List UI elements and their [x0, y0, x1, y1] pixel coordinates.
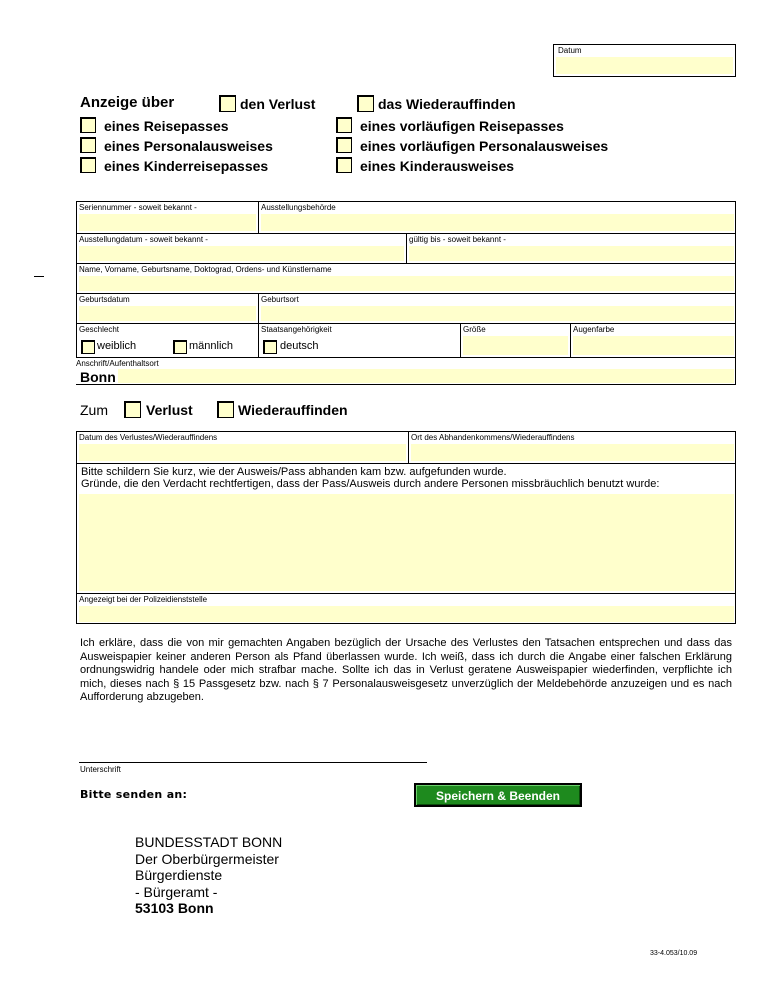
augenfarbe-label: Augenfarbe: [573, 325, 615, 334]
deutsch-label: deutsch: [280, 340, 319, 352]
kinderreisepass-label: eines Kinderreisepasses: [104, 158, 269, 174]
anschrift-label: Anschrift/Aufenthaltsort: [76, 359, 159, 368]
save-and-exit-button[interactable]: Speichern & Beenden: [414, 783, 582, 807]
personalausweis-label: eines Personalausweises: [104, 138, 273, 154]
zum-wiederauffinden-checkbox[interactable]: [217, 401, 234, 418]
anzeige-title: Anzeige über: [80, 94, 175, 111]
ausstellungsbehoerde-input[interactable]: [261, 214, 734, 231]
groesse-label: Größe: [463, 325, 486, 334]
gueltig-bis-label: gültig bis - soweit bekannt -: [409, 235, 506, 244]
seriennummer-input[interactable]: [79, 214, 256, 231]
anschrift-input[interactable]: [118, 369, 734, 383]
verlust-checkbox[interactable]: [219, 95, 236, 112]
verlust-ort-input[interactable]: [411, 444, 734, 461]
augenfarbe-input[interactable]: [573, 336, 734, 355]
vorl-personalausweis-label: eines vorläufigen Personalausweises: [360, 138, 609, 154]
name-input[interactable]: [79, 276, 734, 291]
event-grid: [76, 431, 736, 624]
address-line-3: Bürgerdienste: [135, 867, 223, 883]
signature-label: Unterschrift: [80, 765, 121, 774]
zum-verlust-label: Verlust: [146, 402, 193, 418]
kinderausweis-checkbox[interactable]: [336, 157, 352, 173]
geburtsort-label: Geburtsort: [261, 295, 299, 304]
address-block: [135, 834, 282, 917]
gueltig-bis-input[interactable]: [409, 246, 734, 261]
geburtsort-input[interactable]: [261, 306, 734, 321]
form-number: 33-4.053/10.09: [650, 950, 698, 957]
ausstellungsdatum-label: Ausstellungdatum - soweit bekannt -: [79, 235, 208, 244]
vorl-reisepass-checkbox[interactable]: [336, 117, 352, 133]
verlust-ort-label: Ort des Abhandenkommens/Wiederauffindens: [411, 433, 575, 442]
vorl-reisepass-label: eines vorläufigen Reisepasses: [360, 118, 564, 134]
polizei-label: Angezeigt bei der Polizeidienststelle: [79, 595, 208, 604]
ausstellungsdatum-input[interactable]: [79, 246, 404, 261]
maennlich-checkbox[interactable]: [173, 340, 187, 354]
verlust-datum-input[interactable]: [79, 444, 406, 461]
polizei-input[interactable]: [79, 606, 734, 622]
reisepass-checkbox[interactable]: [80, 117, 96, 133]
personalausweis-checkbox[interactable]: [80, 137, 96, 153]
kinderreisepass-checkbox[interactable]: [80, 157, 96, 173]
wiederauffinden-checkbox[interactable]: [357, 95, 374, 112]
address-line-5: 53103 Bonn: [135, 900, 214, 916]
vorl-personalausweis-checkbox[interactable]: [336, 137, 352, 153]
wiederauffinden-label: das Wiederauffinden: [378, 96, 516, 112]
margin-mark: [34, 276, 44, 277]
zum-wiederauffinden-label: Wiederauffinden: [238, 402, 348, 418]
address-line-1: BUNDESSTADT BONN: [135, 834, 283, 850]
bonn-label: Bonn: [80, 369, 116, 385]
zum-label: Zum: [80, 402, 108, 418]
description-text: [81, 466, 659, 490]
description-line-1: Bitte schildern Sie kurz, wie der Ausweis/Pass abhanden kam bzw. aufgefunden wurde.: [81, 466, 507, 478]
send-to-label: Bitte senden an:: [80, 788, 188, 801]
address-line-4: - Bürgeramt -: [135, 883, 218, 900]
description-input[interactable]: [79, 494, 734, 591]
kinderausweis-label: eines Kinderausweises: [360, 158, 515, 174]
datum-label: Datum: [558, 46, 582, 55]
weiblich-checkbox[interactable]: [81, 340, 95, 354]
weiblich-label: weiblich: [97, 340, 137, 352]
ausstellungsbehoerde-label: Ausstellungsbehörde: [261, 203, 336, 212]
deutsch-checkbox[interactable]: [263, 340, 277, 354]
declaration-text: Ich erkläre, dass die von mir gemachten Angaben bezüglich der Ursache des Verlustes den Tatsachen entsprechen und dass das Ausweispapier keiner anderen Person als Pfand überlassen wurde. Ich weiß, dass ich durch die Angabe einer falschen Erklärung ordnungswidrig handele oder mich strafbar mache. Sollte ich das in Verlust geratene Ausweispapier wiederfinden, verpflichte ich mich, dieses nach § 15 Passgesetz bzw. nach § 7 Personalausweisgesetz unverzüglich der Meldebehörde anzuzeigen und es nach Aufforderung abzugeben.: [80, 637, 732, 704]
geburtsdatum-input[interactable]: [79, 306, 256, 321]
groesse-input[interactable]: [463, 336, 568, 355]
description-line-2: Gründe, die den Verdacht rechtfertigen, dass der Pass/Ausweis durch andere Personen missbräuchlich benutzt wurde:: [81, 478, 660, 490]
datum-box: [553, 44, 736, 77]
zum-verlust-checkbox[interactable]: [124, 401, 141, 418]
signature-line: [79, 762, 427, 763]
personal-data-grid: [76, 201, 736, 385]
datum-input[interactable]: [556, 57, 733, 74]
geburtsdatum-label: Geburtsdatum: [79, 295, 130, 304]
reisepass-label: eines Reisepasses: [104, 118, 229, 134]
staatsangehoerigkeit-label: Staatsangehörigkeit: [261, 325, 332, 334]
maennlich-label: männlich: [189, 340, 234, 352]
seriennummer-label: Seriennummer - soweit bekannt -: [79, 203, 197, 212]
verlust-label: den Verlust: [240, 96, 316, 112]
name-label: Name, Vorname, Geburtsname, Doktograd, Ordens- und Künstlername: [79, 265, 332, 274]
verlust-datum-label: Datum des Verlustes/Wiederauffindens: [79, 433, 218, 442]
address-line-2: Der Oberbürgermeister: [135, 850, 279, 867]
geschlecht-label: Geschlecht: [79, 325, 120, 334]
